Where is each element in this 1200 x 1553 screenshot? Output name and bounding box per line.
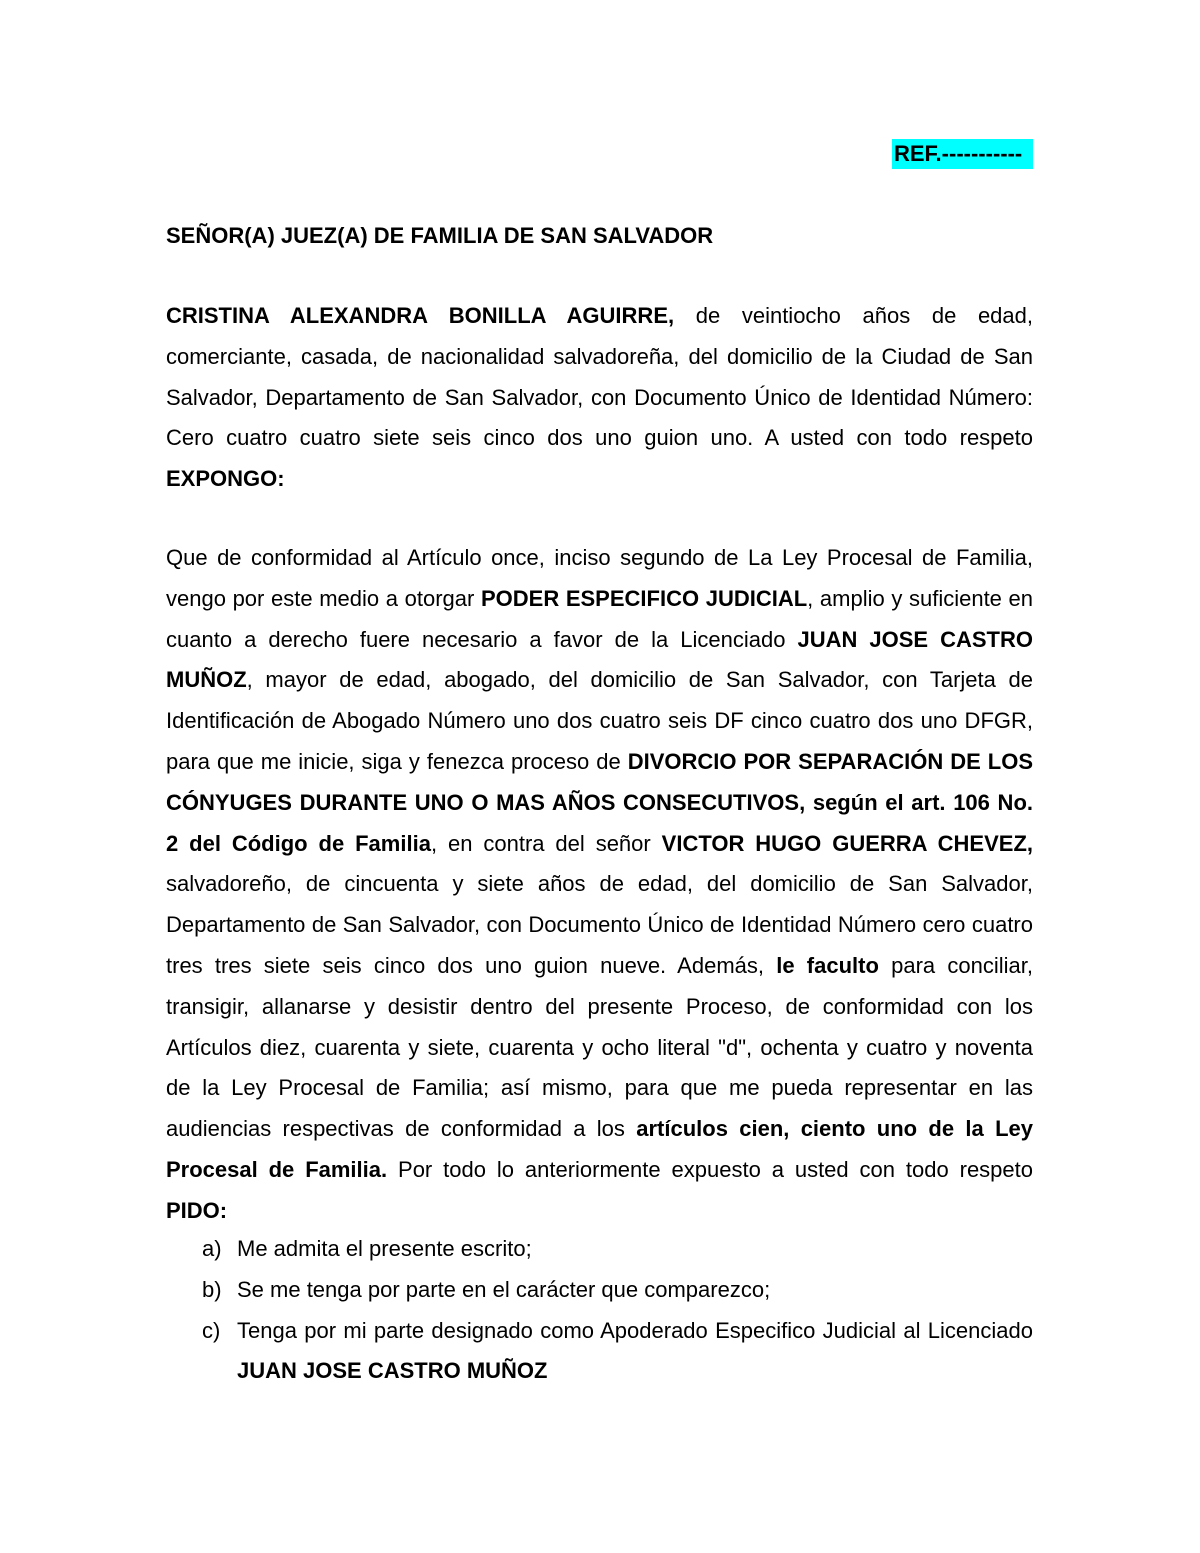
- list-item: [166, 1229, 1033, 1270]
- list-marker: b): [202, 1276, 222, 1302]
- paragraph-text: para conciliar, transigir, allanarse y desistir dentro del presente Proceso, de conformidad con los Artículos diez, cuarenta y siete, cuarenta y ocho literal "d", ochenta y cuatro y noventa de la Ley Procesal de Familia; así mismo, para que me pueda representar en las audiencias respectivas de conformidad a los: [166, 952, 1033, 1142]
- petitioner-name: CRISTINA ALEXANDRA BONILLA AGUIRRE,: [166, 303, 675, 328]
- petitioner-details: de veintiocho años de edad, comerciante, casada, de nacionalidad salvadoreña, del domicilio de la Ciudad de San Salvador, Departamento de San Salvador, con Documento Único de Identidad Número: Cero cuatro cuatro siete seis cinco dos uno guion uno. A usted con todo respeto: [166, 303, 1034, 451]
- divorce-type: DIVORCIO POR SEPARACIÓN DE LOS CÓNYUGES DURANTE UNO O MAS AÑOS CONSECUTIVOS, según el art. 106 No. 2 del Código de Familia: [166, 748, 1033, 856]
- pido-label: PIDO:: [166, 1197, 228, 1223]
- addressee-heading: SEÑOR(A) JUEZ(A) DE FAMILIA DE SAN SALVADOR: [166, 223, 714, 248]
- articles-reference: artículos cien, ciento uno de la Ley Procesal de Familia.: [166, 1116, 1033, 1182]
- list-item-text: Tenga por mi parte designado como Apoderado Especifico Judicial al Licenciado: [237, 1317, 1033, 1343]
- list-item-text: Se me tenga por parte en el carácter que comparezco;: [237, 1276, 771, 1302]
- power-of-attorney-paragraph: [166, 538, 1033, 1232]
- list-marker: c): [202, 1317, 221, 1343]
- paragraph-text: Por todo lo anteriormente expuesto a usted con todo respeto: [387, 1156, 1034, 1182]
- paragraph-text: , mayor de edad, abogado, del domicilio de San Salvador, con Tarjeta de Identificación de Abogado Número uno dos cuatro seis DF cinco cuatro dos uno DFGR, para que me inicie, siga y fenezca proceso de: [166, 667, 1033, 774]
- list-item-text: Me admita el presente escrito;: [237, 1236, 532, 1261]
- attorney-name: JUAN JOSE CASTRO MUÑOZ: [166, 626, 1033, 693]
- respondent-name: VICTOR HUGO GUERRA CHEVEZ,: [661, 830, 1033, 856]
- paragraph-text: , en contra del señor: [430, 830, 662, 856]
- list-item: [166, 1270, 1033, 1311]
- paragraph-text: , amplio y suficiente en cuanto a derecho fuere necesario a favor de la Licenciado: [166, 585, 1034, 652]
- le-faculto: le faculto: [776, 952, 879, 978]
- attorney-name: JUAN JOSE CASTRO MUÑOZ: [237, 1358, 548, 1384]
- paragraph-text: salvadoreño, de cincuenta y siete años de edad, del domicilio de San Salvador, Departamento de San Salvador, con Documento Único de Identidad Número cero cuatro tres tres siete seis cinco dos uno guion nueve. Además,: [166, 871, 1033, 978]
- paragraph-text: Que de conformidad al Artículo once, inciso segundo de La Ley Procesal de Familia, vengo por este medio a otorgar: [166, 545, 1033, 611]
- list-marker: a): [202, 1236, 222, 1261]
- expongo-label: EXPONGO:: [166, 466, 285, 492]
- reference-label: REF.-----------: [892, 139, 1033, 169]
- petitioner-paragraph: [166, 296, 1033, 500]
- poder-especifico-label: PODER ESPECIFICO JUDICIAL: [480, 585, 808, 611]
- requests-list: [166, 1229, 1033, 1392]
- list-item: [166, 1311, 1033, 1393]
